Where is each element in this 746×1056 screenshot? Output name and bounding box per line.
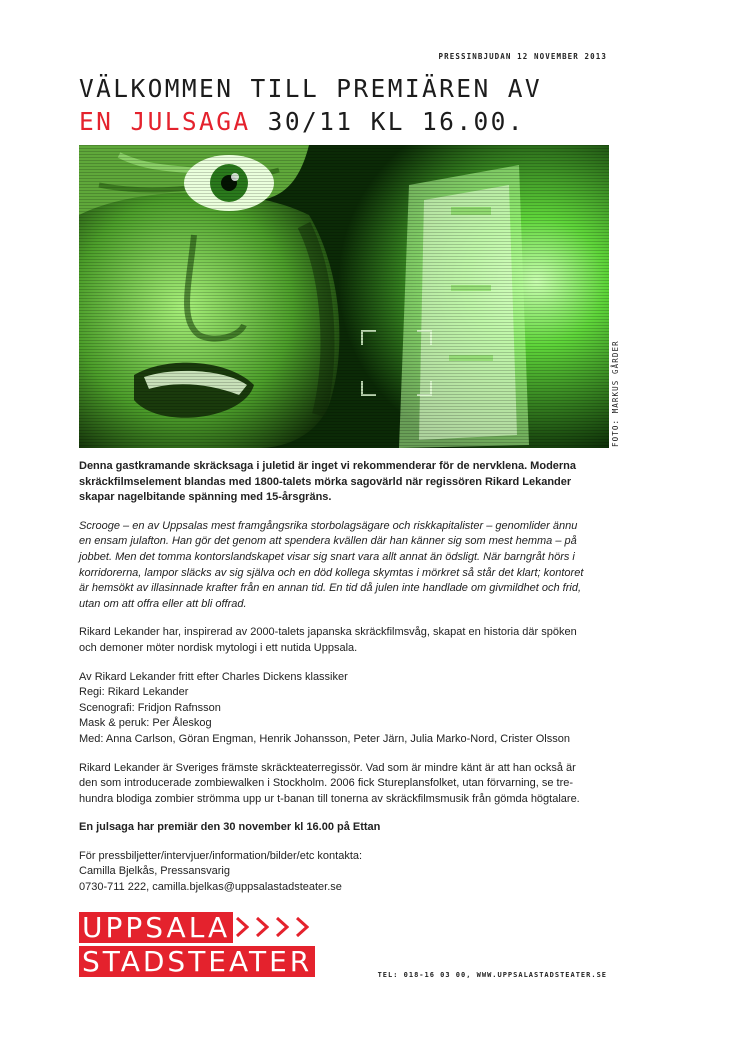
text-line: skapar nagelbitande spänning med 15-årsgräns. — [79, 491, 332, 504]
text-line: är hemsökt av illasinnade krafter från en annan tid. En tid då julen inte handlade om givmildhet och frid, — [79, 582, 582, 595]
synopsis-paragraph — [79, 519, 619, 613]
uppsala-stadsteater-logo — [79, 911, 315, 977]
text-line: den som introducerade zombiewalken i Stockholm. 2006 fick Stureplansfolket, utan förvarning, se tre- — [79, 777, 574, 790]
headline-line-1: VÄLKOMMEN TILL PREMIÄREN AV — [79, 74, 543, 103]
credit-line: Regi: Rikard Lekander — [79, 686, 189, 699]
chevron-right-icon — [255, 916, 269, 938]
lead-paragraph — [79, 459, 619, 506]
logo-line-2: STADSTEATER — [79, 946, 315, 977]
contact-block — [79, 849, 619, 896]
chevrons — [235, 916, 315, 938]
contact-line: Camilla Bjelkås, Pressansvarig — [79, 865, 230, 878]
chevron-right-icon — [275, 916, 289, 938]
text-line: utan om att offra eller att bli offrad. — [79, 597, 247, 610]
text-line: Rikard Lekander är Sveriges främste skräckteaterregissör. Vad som är mindre känt är att han också är — [79, 761, 576, 774]
text-line: hundra blodiga zombier strömma upp ur t-banan till tonerna av skräckfilmsmusik från gömda högtalare. — [79, 792, 580, 805]
headline-date-time: 30/11 KL 16.00. — [250, 107, 525, 136]
credit-line: Med: Anna Carlson, Göran Engman, Henrik Johansson, Peter Järn, Julia Marko-Nord, Crister Olsson — [79, 732, 570, 745]
green-horror-photo — [79, 145, 609, 448]
headline — [79, 72, 639, 138]
press-release-body — [79, 459, 619, 909]
director-bio-paragraph — [79, 761, 619, 808]
footer-contact: TEL: 018-16 03 00, WWW.UPPSALASTADSTEATER.SE — [377, 971, 607, 979]
text-line: Rikard Lekander har, inspirerad av 2000-talets japanska skräckfilmsvåg, skapat en historia där spöken — [79, 626, 577, 639]
text-line: en ensam julafton. Han gör det genom att spendera kvällen där han känner sig som mest hemma – på — [79, 535, 577, 548]
credits-list — [79, 670, 619, 748]
text-line: Scrooge – en av Uppsalas mest framgångsrika storbolagsägare och riskkapitalister – genomlider ännu — [79, 519, 578, 532]
contact-line: 0730-711 222, camilla.bjelkas@uppsalastadsteater.se — [79, 881, 342, 894]
text-line: korridorerna, lampor släcks av sig själva och en död kollega skymtas i mörkret så står det klart; kontoret — [79, 566, 584, 579]
photo-credit: FOTO: MARKUS GÅRDER — [611, 340, 620, 447]
text-line: skräckfilmselement blandas med 1800-talets mörka sagovärld när regissören Rikard Lekander — [79, 475, 572, 488]
chevron-right-icon — [295, 916, 309, 938]
contact-line: För pressbiljetter/intervjuer/information/bilder/etc kontakta: — [79, 849, 363, 862]
logo-line-1: UPPSALA — [79, 912, 233, 943]
headline-line-2 — [79, 105, 639, 138]
headline-title: EN JULSAGA — [79, 107, 251, 136]
text-line: och demoner möter nordisk mytologi i ett nutida Uppsala. — [79, 641, 358, 654]
text-line: jobbet. Men det tomma kontorslandskapet visar sig snart vara allt annat än ödsligt. När barngråt hörs i — [79, 550, 575, 563]
chevron-right-icon — [235, 916, 249, 938]
credit-line: Mask & peruk: Per Åleskog — [79, 717, 212, 730]
press-dateline: PRESSINBJUDAN 12 NOVEMBER 2013 — [438, 52, 607, 61]
credit-line: Scenografi: Fridjon Rafnsson — [79, 701, 221, 714]
premiere-line — [79, 820, 619, 836]
inspiration-paragraph — [79, 625, 619, 656]
text-line: Denna gastkramande skräcksaga i juletid är inget vi rekommenderar för de nervklena. Moderna — [79, 460, 577, 472]
credit-line: Av Rikard Lekander fritt efter Charles Dickens klassiker — [79, 670, 348, 683]
text-line: En julsaga har premiär den 30 november kl 16.00 på Ettan — [79, 821, 381, 834]
